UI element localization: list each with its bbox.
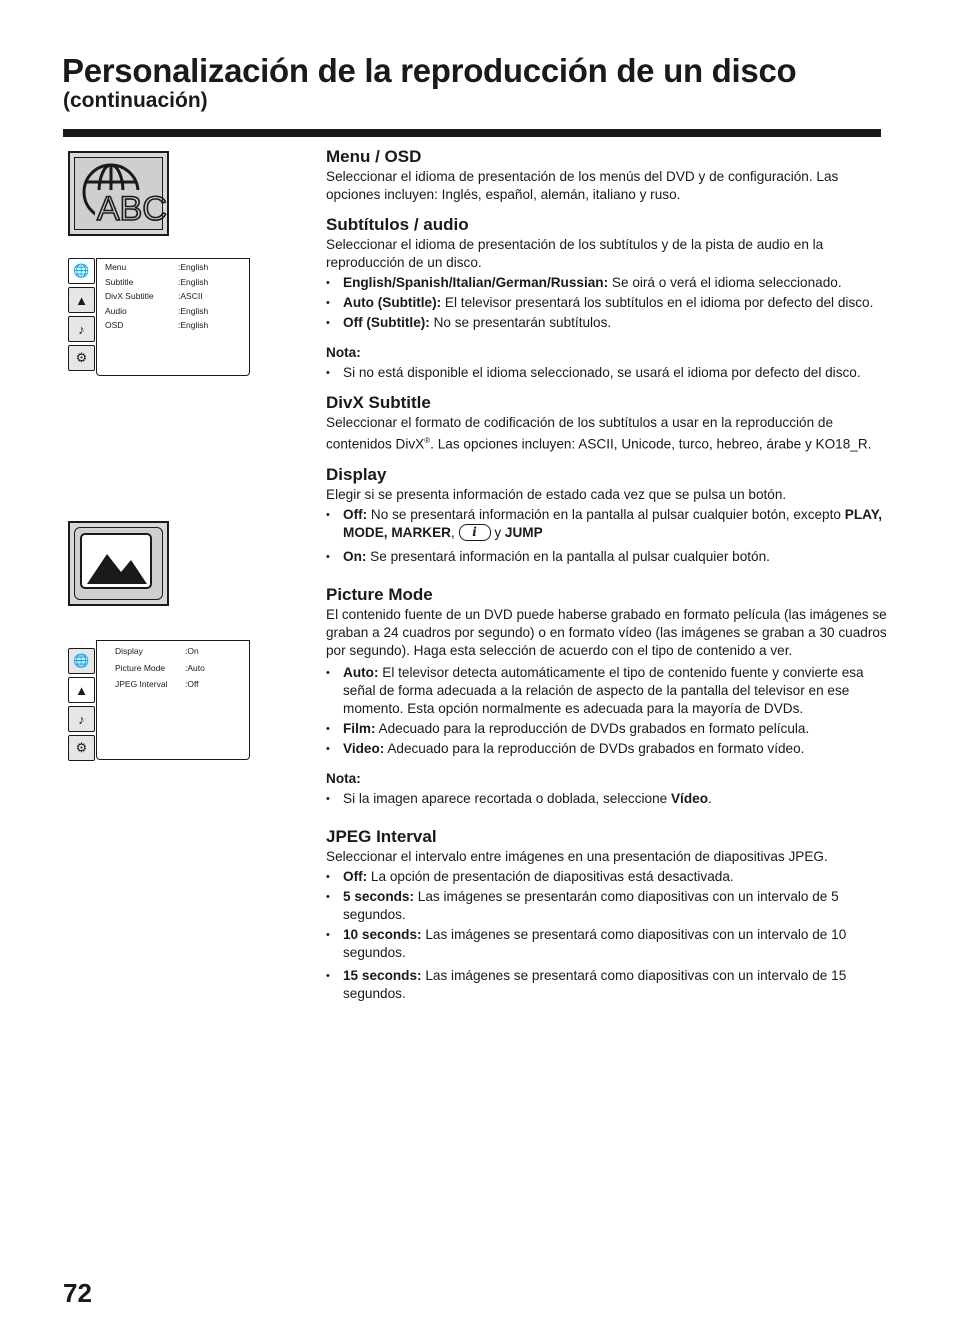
info-button-icon: i: [459, 524, 491, 541]
language-setup-menu: [68, 258, 250, 376]
list-item: • Off: No se presentará información en la pantalla al pulsar cualquier botón, excepto PLAY, MODE, MARKER, i y JUMP: [326, 506, 891, 542]
section-heading: Subtítulos / audio: [326, 215, 469, 234]
section-display: [326, 464, 891, 566]
section-text: El contenido fuente de un DVD puede haberse grabado en formato película (las imágenes se graban a 24 cuadros por segundo) o en formato vídeo (las imágenes se graban a 30 cuadros por segundo). Haga esta selección de acuerdo con el tipo de contenido a ver.: [326, 606, 887, 658]
section-picture-mode: [326, 584, 891, 808]
audio-tab-icon: ♪: [68, 316, 95, 342]
page-subtitle: (continuación): [63, 89, 208, 112]
section-heading: Display: [326, 464, 387, 484]
section-heading: Menu / OSD: [326, 147, 422, 166]
picture-tab-icon: ▲: [68, 287, 95, 313]
language-tab-icon: 🌐: [68, 648, 95, 674]
menu-row: Subtitle :English: [105, 276, 209, 287]
page-title: Personalización de la reproducción de un disco: [62, 52, 797, 89]
page-number: 72: [63, 1278, 92, 1308]
section-text: Elegir si se presenta información de estado cada vez que se pulsa un botón.: [326, 486, 787, 502]
list-item: • Film: Adecuado para la reproducción de DVDs grabados en formato película.: [326, 720, 891, 738]
picture-setup-menu: [68, 640, 250, 760]
main-content: [326, 146, 891, 1013]
section-subtitulos-audio: [326, 214, 891, 382]
list-item: • Off (Subtitle): No se presentarán subtítulos.: [326, 314, 891, 332]
section-heading: Picture Mode: [326, 584, 433, 604]
picture-tab-icon: ▲: [68, 677, 95, 703]
picture-mountain-icon: [68, 521, 169, 606]
menu-row: OSD :English: [105, 320, 209, 331]
menu-row: Audio :English: [105, 305, 209, 316]
menu-row: Display :On: [115, 646, 199, 656]
list-item: • On: Se presentará información en la pantalla al pulsar cualquier botón.: [326, 548, 891, 566]
audio-tab-icon: ♪: [68, 706, 95, 732]
menu-row: JPEG Interval :Off: [115, 679, 199, 689]
header-rule: [63, 129, 881, 137]
globe-abc-icon: [68, 151, 169, 236]
section-menu-osd: [326, 146, 891, 204]
section-text: Seleccionar el idioma de presentación de los subtítulos y de la pista de audio en la reproducción de un disco.: [326, 237, 824, 270]
menu-row: Picture Mode :Auto: [115, 662, 205, 673]
menu-icon-column: [68, 258, 96, 374]
list-item: • Video: Adecuado para la reproducción de DVDs grabados en formato vídeo.: [326, 740, 891, 758]
list-item: • Auto: El televisor detecta automáticamente el tipo de contenido fuente y convierte esa señal de forma adecuada a la relación de aspecto de la pantalla del televisor en ese momento. Esta opción normalmente es adecuada para la mayoría de DVDs.: [326, 664, 891, 718]
menu-screen: [96, 640, 250, 760]
list-item: • Auto (Subtitle): El televisor presentará los subtítulos en el idioma por defecto del disco.: [326, 294, 891, 312]
menu-screen: [96, 258, 250, 376]
note-label: Nota:: [326, 345, 361, 360]
section-text: Seleccionar el idioma de presentación de los menús del DVD y de configuración. Las opciones incluyen: Inglés, español, alemán, italiano y ruso.: [326, 169, 839, 202]
list-item: • 15 seconds: Las imágenes se presentará como diapositivas con un intervalo de 15 segundos.: [326, 967, 891, 1003]
menu-row: Menu :English: [105, 262, 209, 272]
list-item: • English/Spanish/Italian/German/Russian: Se oirá o verá el idioma seleccionado.: [326, 274, 891, 292]
setup-tab-icon: ⚙: [68, 735, 95, 761]
language-tab-icon: 🌐: [68, 258, 95, 284]
section-heading: JPEG Interval: [326, 826, 437, 846]
svg-text:ABC: ABC: [97, 190, 167, 228]
menu-row: DivX Subtitle :ASCII: [105, 291, 203, 302]
section-jpeg-interval: [326, 826, 891, 1003]
list-item: • 10 seconds: Las imágenes se presentará como diapositivas con un intervalo de 10 segundos.: [326, 926, 891, 962]
section-divx-subtitle: [326, 392, 891, 454]
note-label: Nota:: [326, 770, 361, 786]
setup-tab-icon: ⚙: [68, 345, 95, 371]
section-text: Seleccionar el intervalo entre imágenes en una presentación de diapositivas JPEG.: [326, 848, 828, 864]
list-item: • Off: La opción de presentación de diapositivas está desactivada.: [326, 868, 891, 886]
list-item: • 5 seconds: Las imágenes se presentarán como diapositivas con un intervalo de 5 segundos.: [326, 888, 891, 924]
menu-icon-column: [68, 648, 96, 764]
note-item: • Si la imagen aparece recortada o doblada, seleccione Vídeo.: [326, 790, 891, 808]
section-text: Seleccionar el formato de codificación de los subtítulos a usar en la reproducción de contenidos DivX®. Las opciones incluyen: ASCII, Unicode, turco, hebreo, árabe y KO18_R.: [326, 415, 872, 452]
section-heading: DivX Subtitle: [326, 393, 431, 412]
note-item: • Si no está disponible el idioma seleccionado, se usará el idioma por defecto del disco.: [326, 364, 891, 382]
